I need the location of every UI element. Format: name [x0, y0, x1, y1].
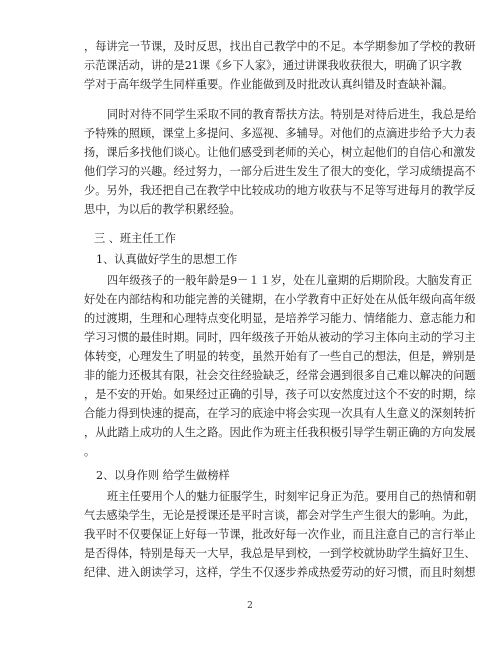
paragraph-line: 的过渡期，生理和心理特点变化明显，是培养学习能力、情绪能力、意志能力和 [84, 312, 476, 325]
page-number: 2 [247, 601, 253, 611]
paragraph-line: 体转变，心理发生了明显的转变，虽然开始有了一些自己的想法，但是，辨别是 [84, 350, 476, 363]
paragraph-line: 示范课活动，讲的是21课《乡下人家》，通过讲课我收获很大，明确了识字教 [84, 59, 462, 72]
paragraph-line: 我平时不仅要保证上好每一节课，批改好每一次作业，而且注意自己的言行举止 [84, 528, 476, 541]
paragraph-line: 少。另外，我还把自己在教学中比较成功的地方收获与不足等写进每月的教学反 [84, 184, 476, 197]
paragraph-line: 是否得体，特别是每天一大早，我总是早到校，一到学校就协助学生搞好卫生、 [84, 547, 476, 560]
paragraph-line: 思中，为以后的教学积累经验。 [84, 203, 241, 216]
paragraph-line: 学对于高年级学生同样重要。作业能做到及时批改认真纠错及时查缺补漏。 [84, 78, 454, 91]
paragraph-line: 同时对待不同学生采取不同的教育帮扶方法。特别是对待后进生，我总是给 [107, 108, 477, 121]
subheading: 2、以身作则 给学生做榜样 [96, 469, 230, 482]
paragraph-line: ，从此踏上成功的人生之路。因此作为班主任我积极引导学生朝正确的方向发展 [84, 426, 476, 439]
paragraph-line: ，是不安的开始。如果经过正确的引导，孩子可以安然度过这个不安的时期，综 [84, 388, 476, 401]
paragraph-line: 扬，课后多找他们谈心。让他们感受到老师的关心，树立起他们的自信心和激发 [84, 146, 476, 159]
paragraph-line: ，每讲完一节课，及时反思，找出自己教学中的不足。本学期参加了学校的教研 [84, 40, 476, 53]
paragraph-line: 纪律、进入朗读学习，这样，学生不仅逐步养成热爱劳动的好习惯，而且时刻想 [84, 566, 476, 579]
section-heading: 三 、班主任工作 [94, 232, 176, 245]
paragraph-line: 予特殊的照顾，课堂上多提问、多巡视、多辅导。对他们的点滴进步给予大力表 [84, 127, 476, 140]
paragraph-line: 班主任要用个人的魅力征服学生，时刻牢记身正为范。要用自己的热情和朝 [107, 490, 477, 503]
paragraph-line: 。 [84, 445, 96, 458]
paragraph-line: 合能力得到快速的提高，在学习的底途中将会实现一次具有人生意义的深刻转折 [84, 407, 476, 420]
paragraph-line: 气去感染学生，无论是授课还是平时言谈，都会对学生产生很大的影响。为此， [84, 509, 476, 522]
paragraph-line: 好处在内部结构和功能完善的关键期，在小学教育中正好处在从低年级向高年级 [84, 293, 476, 306]
paragraph-line: 学习习惯的最佳时期。同时，四年级孩子开始从被动的学习主体向主动的学习主 [84, 331, 476, 344]
paragraph-line: 四年级孩子的一般年龄是9－１１岁，处在儿童期的后期阶段。大脑发育正 [107, 274, 473, 287]
subheading: 1、认真做好学生的思想工作 [96, 253, 238, 266]
paragraph-line: 非的能力还极其有限，社会交往经验缺乏，经常会遇到很多自己难以解决的问题 [84, 369, 476, 382]
paragraph-line: 他们学习的兴趣。经过努力，一部分后进生发生了很大的变化，学习成绩提高不 [84, 165, 476, 178]
